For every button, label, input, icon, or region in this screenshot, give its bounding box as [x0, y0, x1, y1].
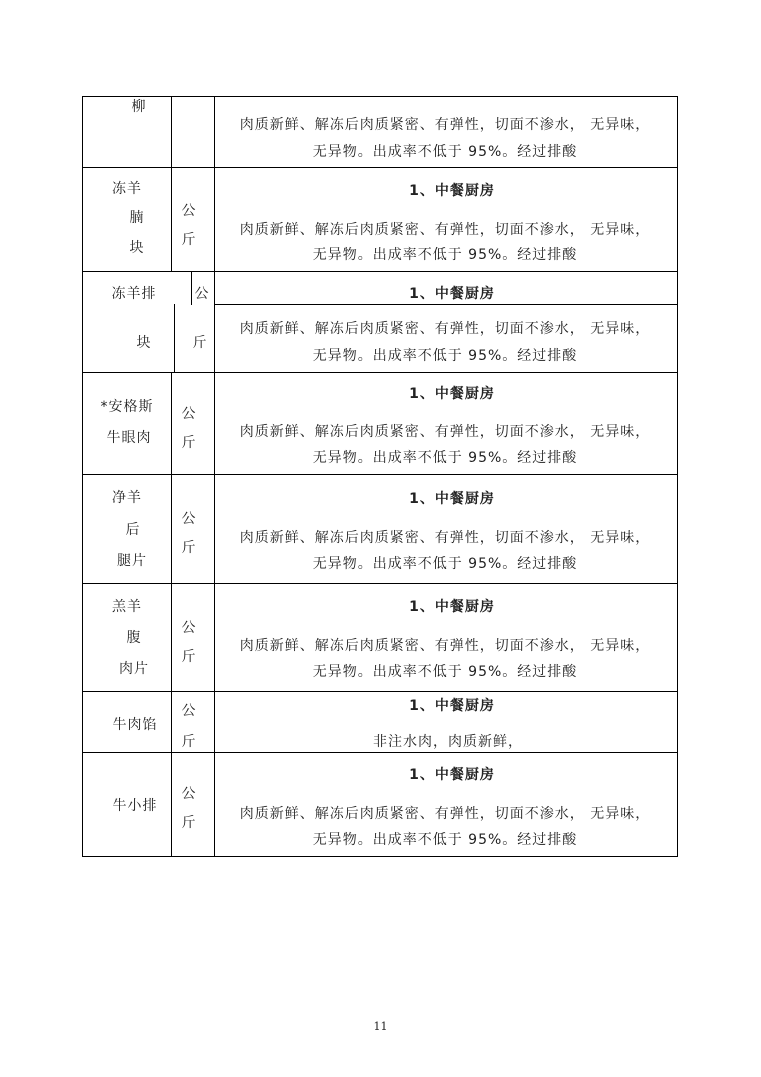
kitchen-heading: 1、中餐厨房: [409, 599, 495, 615]
kitchen-heading: 1、中餐厨房: [409, 286, 495, 302]
unit-text: 公: [181, 620, 197, 636]
column-divider: [171, 372, 172, 857]
spec-text-line: 无异物。出成率不低于 95%。经过排酸: [312, 247, 578, 263]
unit-text: 斤: [181, 540, 197, 556]
spec-text-line: 肉质新鲜、解冻后肉质紧密、有弹性，切面不渗水， 无异味，: [239, 424, 651, 440]
item-name-line: 牛眼肉: [106, 430, 152, 446]
column-divider: [191, 271, 192, 305]
unit-text: 斤: [181, 815, 197, 831]
spec-text-line: 肉质新鲜、解冻后肉质紧密、有弹性，切面不渗水， 无异味，: [239, 638, 651, 654]
unit-text: 斤: [181, 232, 197, 248]
item-name-line: 牛小排: [112, 798, 158, 814]
spec-table: [82, 96, 678, 857]
kitchen-heading: 1、中餐厨房: [409, 767, 495, 783]
column-divider: [171, 96, 172, 271]
unit-text: 公: [181, 203, 197, 219]
item-name-line: 羔羊: [112, 599, 142, 615]
unit-text: 斤: [181, 435, 197, 451]
kitchen-heading: 1、中餐厨房: [409, 491, 495, 507]
unit-text: 公: [181, 511, 197, 527]
spec-text-line: 无异物。出成率不低于 95%。经过排酸: [312, 348, 578, 364]
item-name-line: 后: [125, 522, 141, 538]
spec-text-line: 肉质新鲜、解冻后肉质紧密、有弹性，切面不渗水， 无异味，: [239, 321, 651, 337]
row-divider: [82, 271, 678, 272]
item-name-line: 腩: [129, 210, 145, 226]
unit-text: 公: [181, 703, 197, 719]
unit-text: 公: [181, 406, 197, 422]
table-border-left: [82, 96, 83, 857]
column-divider: [174, 304, 175, 373]
item-name-line: 块: [129, 240, 145, 256]
spec-text-line: 非注水肉，肉质新鲜，: [373, 734, 523, 750]
unit-text: 斤: [192, 335, 208, 351]
spec-text-line: 肉质新鲜、解冻后肉质紧密、有弹性，切面不渗水， 无异味，: [239, 222, 651, 238]
item-name-line: 块: [136, 335, 152, 351]
kitchen-heading: 1、中餐厨房: [409, 183, 495, 199]
item-name-line: 柳: [131, 99, 147, 115]
spec-text-line: 无异物。出成率不低于 95%。经过排酸: [312, 556, 578, 572]
item-name-line: 牛肉馅: [112, 717, 158, 733]
spec-text-line: 无异物。出成率不低于 95%。经过排酸: [312, 144, 578, 160]
unit-text: 斤: [181, 734, 197, 750]
item-name-line: *安格斯: [100, 399, 154, 415]
item-name-line: 腹: [126, 630, 142, 646]
unit-text: 公: [181, 786, 197, 802]
spec-text-line: 肉质新鲜、解冻后肉质紧密、有弹性，切面不渗水， 无异味，: [239, 530, 651, 546]
table-border-right: [677, 96, 678, 857]
spec-text-line: 无异物。出成率不低于 95%。经过排酸: [312, 664, 578, 680]
kitchen-heading: 1、中餐厨房: [409, 386, 495, 402]
item-name-line: 腿片: [117, 553, 147, 569]
item-name-line: 冻羊排: [111, 286, 157, 302]
item-name-line: 净羊: [112, 490, 142, 506]
item-name-line: 肉片: [119, 661, 149, 677]
spec-text-line: 肉质新鲜、解冻后肉质紧密、有弹性，切面不渗水， 无异味，: [239, 806, 651, 822]
unit-text: 斤: [181, 649, 197, 665]
page-number: 11: [373, 1020, 388, 1033]
spec-text-line: 无异物。出成率不低于 95%。经过排酸: [312, 832, 578, 848]
column-divider: [214, 96, 215, 857]
spec-text-line: 肉质新鲜、解冻后肉质紧密、有弹性，切面不渗水， 无异味，: [239, 117, 651, 133]
unit-text: 公: [194, 286, 210, 302]
spec-text-line: 无异物。出成率不低于 95%。经过排酸: [312, 450, 578, 466]
kitchen-heading: 1、中餐厨房: [409, 698, 495, 714]
item-name-line: 冻羊: [112, 181, 142, 197]
row-divider: [214, 304, 678, 305]
